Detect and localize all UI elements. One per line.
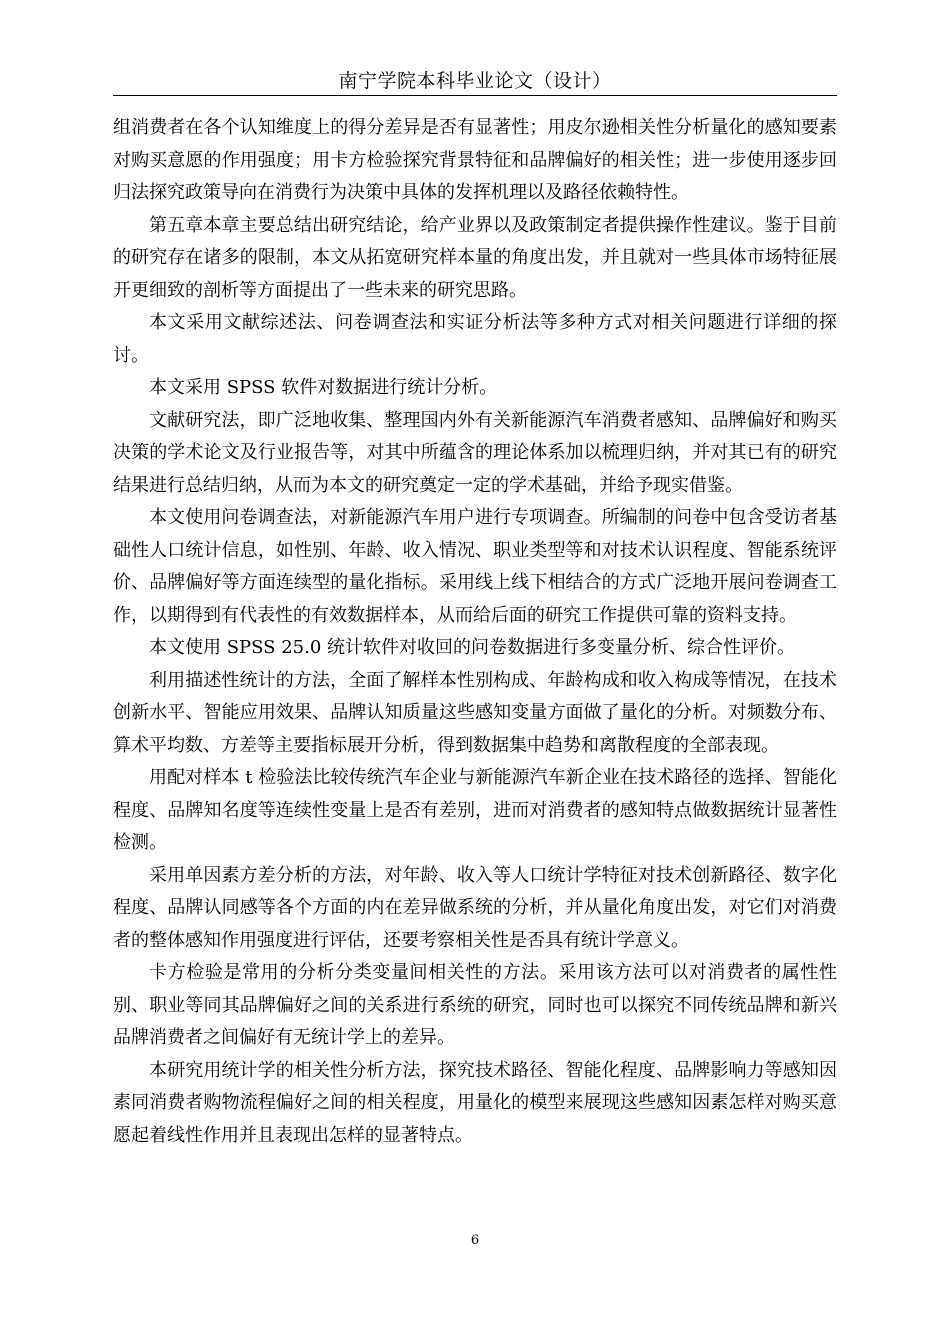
paragraph: 用配对样本 t 检验法比较传统汽车企业与新能源汽车新企业在技术路径的选择、智能化程度、品牌知名度等连续性变量上是否有差别，进而对消费者的感知特点做数据统计显著性检测。 bbox=[113, 767, 837, 853]
paragraph: 采用单因素方差分析的方法，对年龄、收入等人口统计学特征对技术创新路径、数字化程度、品牌认同感等各个方面的内在差异做系统的分析，并从量化角度出发，对它们对消费者的整体感知作用强度进行评估，还要考察相关性是否具有统计学意义。 bbox=[113, 864, 837, 951]
page-number: 6 bbox=[470, 1233, 480, 1248]
running-header: 南宁学院本科毕业论文（设计） bbox=[338, 70, 612, 92]
paragraph: 组消费者在各个认知维度上的得分差异是否有显著性；用皮尔逊相关性分析量化的感知要素对购买意愿的作用强度；用卡方检验探究背景特征和品牌偏好的相关性；进一步使用逐步回归法探究政策导向在消费行为决策中具体的发挥机理以及路径依赖特性。 bbox=[113, 117, 837, 203]
paragraph: 本文采用文献综述法、问卷调查法和实证分析法等多种方式对相关问题进行详细的探讨。 bbox=[113, 312, 837, 366]
paragraph: 文献研究法，即广泛地收集、整理国内外有关新能源汽车消费者感知、品牌偏好和购买决策的学术论文及行业报告等，对其中所蕴含的理论体系加以梳理归纳，并对其已有的研究结果进行总结归纳，从而为本文的研究奠定一定的学术基础，并给予现实借鉴。 bbox=[113, 409, 837, 496]
paragraph: 卡方检验是常用的分析分类变量间相关性的方法。采用该方法可以对消费者的属性性别、职业等同其品牌偏好之间的关系进行系统的研究，同时也可以探究不同传统品牌和新兴品牌消费者之间偏好有无统计学上的差异。 bbox=[113, 962, 837, 1048]
paragraph: 本文采用 SPSS 软件对数据进行统计分析。 bbox=[149, 377, 498, 398]
paragraph: 本文使用问卷调查法，对新能源汽车用户进行专项调查。所编制的问卷中包含受访者基础性人口统计信息，如性别、年龄、收入情况、职业类型等和对技术认识程度、智能系统评价、品牌偏好等方面连续型的量化指标。采用线上线下相结合的方式广泛地开展问卷调查工作，以期得到有代表性的有效数据样本，从而给后面的研究工作提供可靠的资料支持。 bbox=[113, 507, 837, 626]
paragraph: 本文使用 SPSS 25.0 统计软件对收回的问卷数据进行多变量分析、综合性评价。 bbox=[149, 637, 796, 658]
paragraph: 本研究用统计学的相关性分析方法，探究技术路径、智能化程度、品牌影响力等感知因素同消费者购物流程偏好之间的相关程度，用量化的模型来展现这些感知因素怎样对购买意愿起着线性作用并且表现出怎样的显著特点。 bbox=[113, 1059, 837, 1146]
header-divider bbox=[113, 95, 837, 96]
body-text bbox=[113, 112, 837, 1152]
paragraph: 利用描述性统计的方法，全面了解样本性别构成、年龄构成和收入构成等情况，在技术创新水平、智能应用效果、品牌认知质量这些感知变量方面做了量化的分析。对频数分布、算术平均数、方差等主要指标展开分析，得到数据集中趋势和离散程度的全部表现。 bbox=[113, 669, 837, 756]
paragraph: 第五章本章主要总结出研究结论，给产业界以及政策制定者提供操作性建议。鉴于目前的研究存在诸多的限制，本文从拓宽研究样本量的角度出发，并且就对一些具体市场特征展开更细致的剖析等方面提出了一些未来的研究思路。 bbox=[113, 214, 837, 301]
